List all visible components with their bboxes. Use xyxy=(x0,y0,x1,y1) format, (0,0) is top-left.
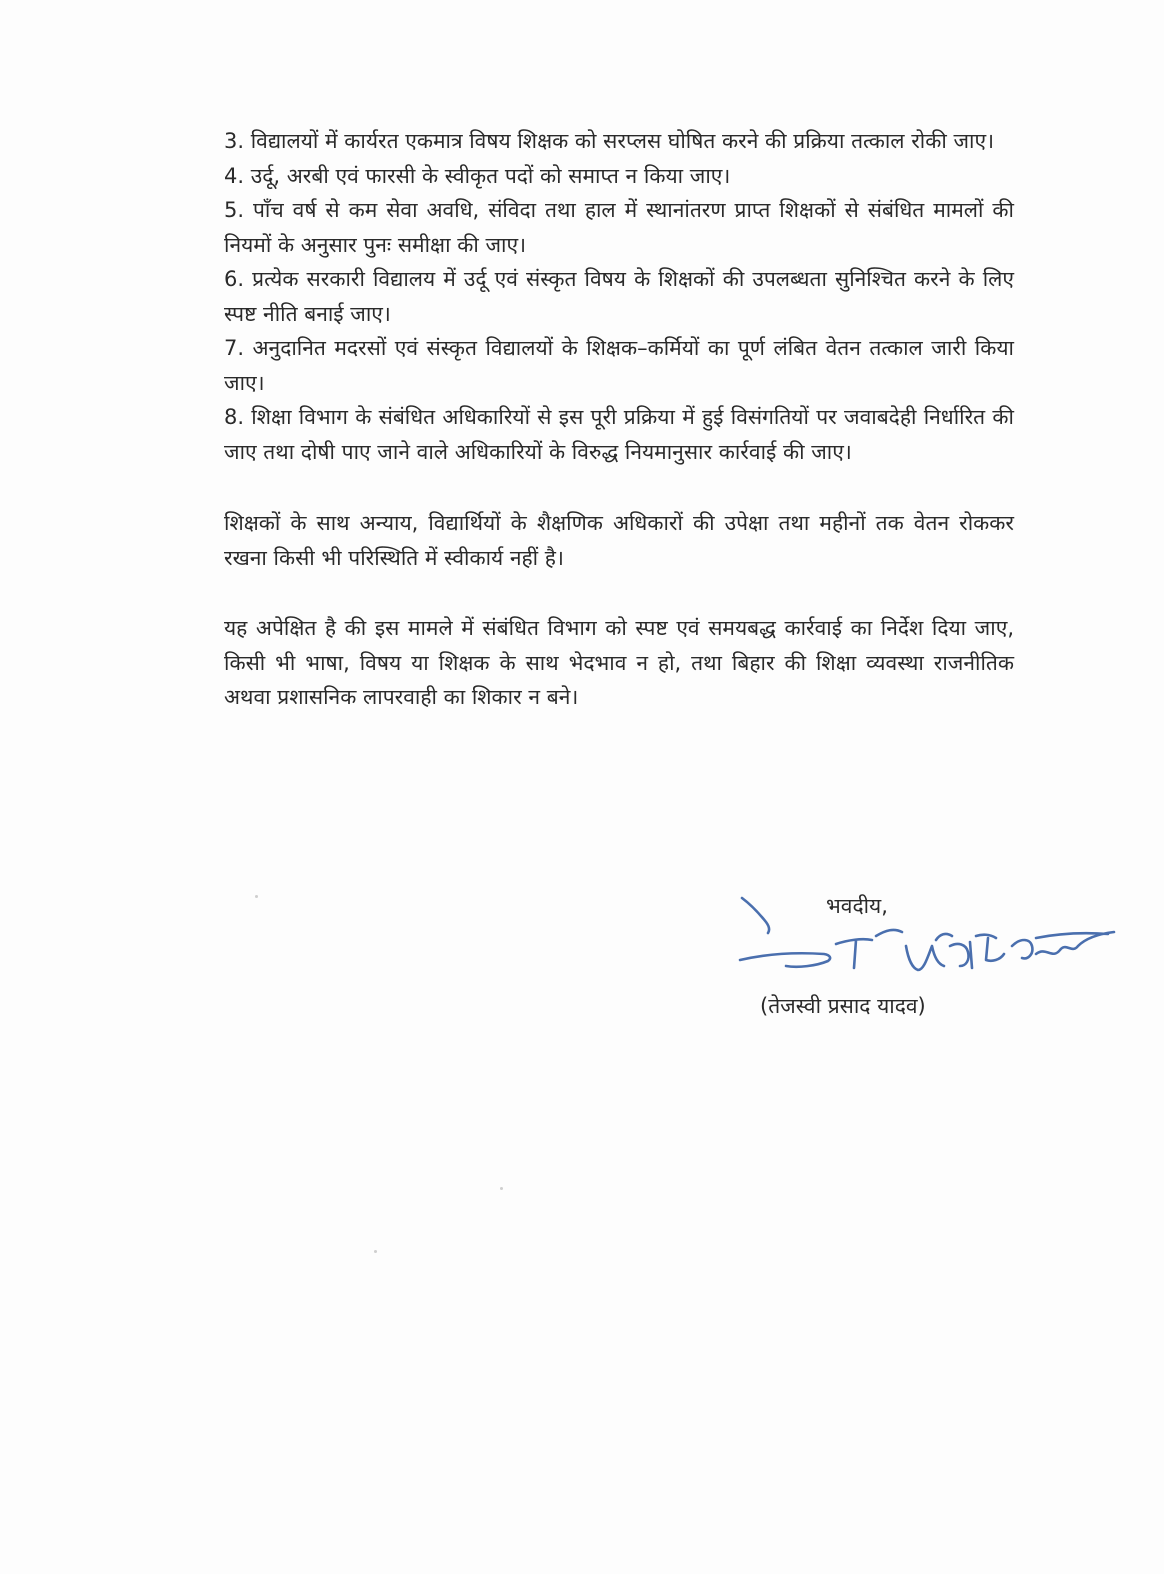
demand-point-5: 5. पाँच वर्ष से कम सेवा अवधि, संविदा तथा हाल में स्थानांतरण प्राप्त शिक्षकों से संबंधित मामलों की नियमों के अनुसार पुनः समीक्षा की जाए। xyxy=(224,198,1014,257)
request-paragraph: यह अपेक्षित है की इस मामले में संबंधित विभाग को स्पष्ट एवं समयबद्ध कार्रवाई का निर्देश दिया जाए, किसी भी भाषा, विषय या शिक्षक के साथ भेदभाव न हो, तथा बिहार की शिक्षा व्यवस्था राजनीतिक अथवा प्रशासनिक लापरवाही का शिकार न बने। xyxy=(224,616,1014,709)
demand-point-7: 7. अनुदानित मदरसों एवं संस्कृत विद्यालयों के शिक्षक–कर्मियों का पूर्ण लंबित वेतन तत्काल जारी किया जाए। xyxy=(224,336,1014,395)
paper-speck xyxy=(255,895,258,898)
letter-body xyxy=(224,124,1014,715)
signature-block xyxy=(736,884,1136,1034)
signatory-name: (तेजस्वी प्रसाद यादव) xyxy=(760,994,926,1018)
demand-point-4: 4. उर्दू, अरबी एवं फारसी के स्वीकृत पदों को समाप्त न किया जाए। xyxy=(224,163,731,188)
demand-point-3: 3. विद्यालयों में कार्यरत एकमात्र विषय शिक्षक को सरप्लस घोषित करने की प्रक्रिया तत्काल रोकी जाए। xyxy=(224,129,995,153)
demand-point-6: 6. प्रत्येक सरकारी विद्यालय में उर्दू एवं संस्कृत विषय के शिक्षकों की उपलब्धता सुनिश्चित करने के लिए स्पष्ट नीति बनाई जाए। xyxy=(224,267,1014,326)
paper-speck xyxy=(374,1250,377,1253)
closing-salutation: भवदीय, xyxy=(826,894,888,918)
handwritten-signature xyxy=(736,884,1126,994)
paper-speck xyxy=(500,1187,503,1190)
demand-point-8: 8. शिक्षा विभाग के संबंधित अधिकारियों से इस पूरी प्रक्रिया में हुई विसंगतियों पर जवाबदेही निर्धारित की जाए तथा दोषी पाए जाने वाले अधिकारियों के विरुद्ध नियमानुसार कार्रवाई की जाए। xyxy=(224,405,1014,464)
statement-paragraph: शिक्षकों के साथ अन्याय, विद्यार्थियों के शैक्षणिक अधिकारों की उपेक्षा तथा महीनों तक वेतन रोककर रखना किसी भी परिस्थिति में स्वीकार्य नहीं है। xyxy=(224,511,1014,570)
